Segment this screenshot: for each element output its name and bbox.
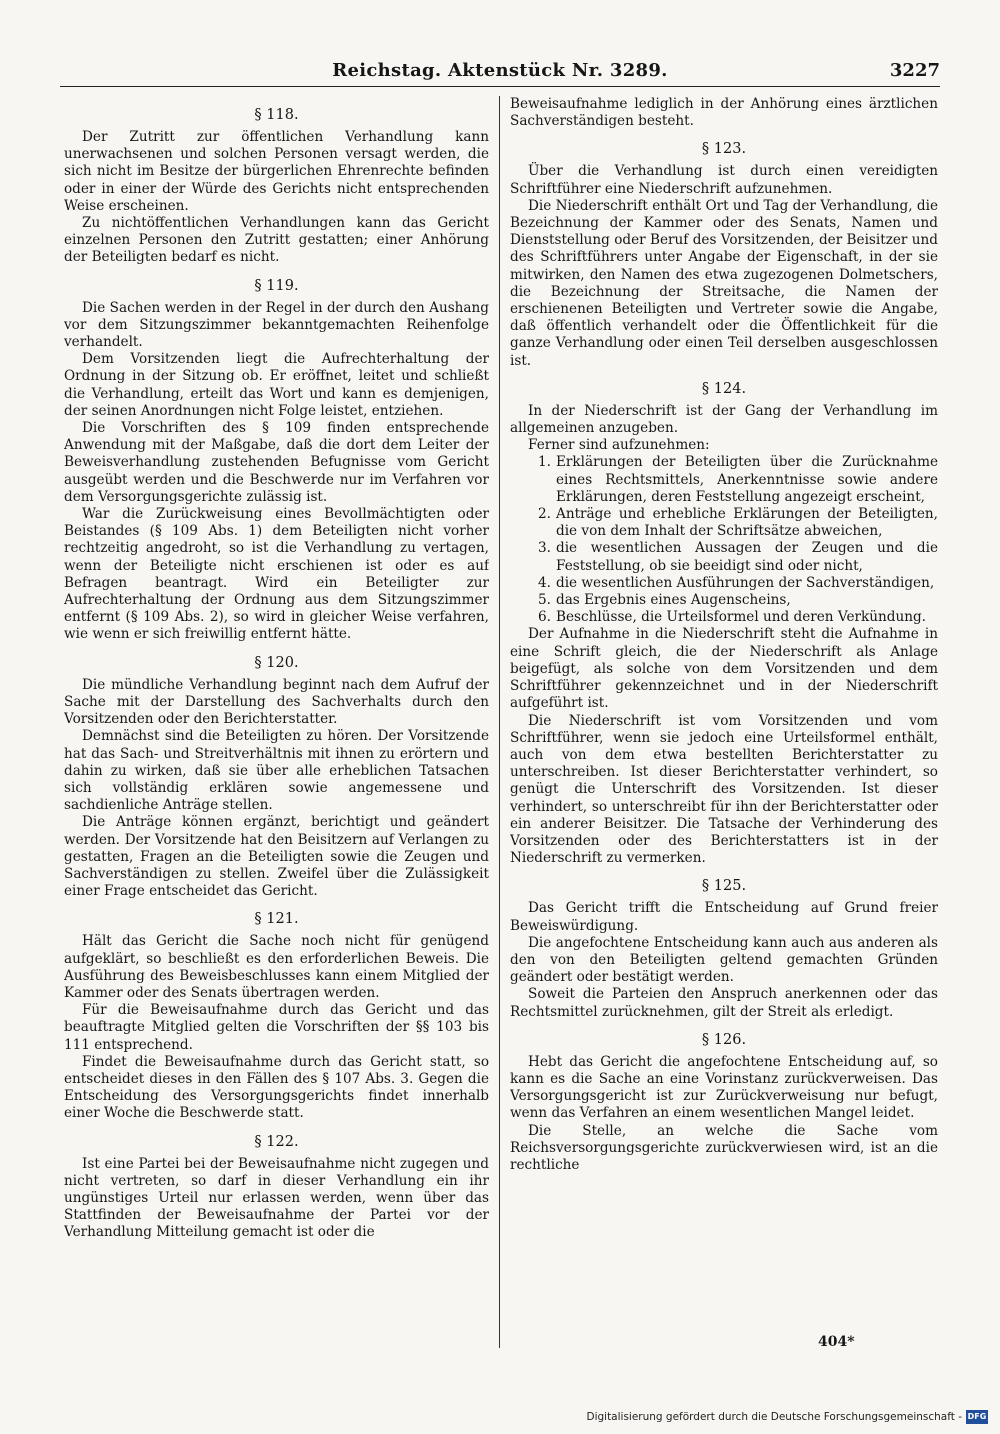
list-item bbox=[510, 540, 938, 574]
paragraph: Beweisaufnahme lediglich in der Anhörung eines ärztlichen Sachverständigen besteht. bbox=[510, 96, 938, 130]
paragraph: Hält das Gericht die Sache noch nicht für genügend aufgeklärt, so beschließt es den erforderlichen Beweis. Die Ausführung des Beweisbeschlusses kann einem Mitglied der Kammer oder des Senats übertragen werden. bbox=[64, 933, 489, 1001]
list-item-number: 1. bbox=[538, 454, 551, 471]
paragraph: Die mündliche Verhandlung beginnt nach dem Aufruf der Sache mit der Darstellung des Sachverhalts durch den Vorsitzenden oder den Berichterstatter. bbox=[64, 676, 489, 728]
list-item-number: 6. bbox=[538, 609, 551, 626]
enumerated-list bbox=[510, 454, 938, 626]
header-rule bbox=[60, 86, 940, 87]
paragraph: Die angefochtene Entscheidung kann auch aus anderen als den von den Beteiligten geltend gemachten Gründen geändert oder bestätigt werden. bbox=[510, 934, 938, 986]
paragraph: Demnächst sind die Beteiligten zu hören. Der Vorsitzende hat das Sach- und Streitverhältnis mit ihnen zu erörtern und dahin zu wirken, daß sie über alle erheblichen Tatsachen sich vollständig erklären sowie angemessene und sachdienliche Anträge stellen. bbox=[64, 728, 489, 814]
section-heading: § 124. bbox=[701, 380, 747, 397]
left-column bbox=[64, 96, 489, 1352]
list-item-text: das Ergebnis eines Augenscheins, bbox=[556, 592, 791, 609]
paragraph: Ferner sind aufzunehmen: bbox=[528, 437, 710, 454]
section-heading: § 123. bbox=[701, 141, 747, 158]
section-heading: § 118. bbox=[254, 107, 299, 123]
paragraph: Der Aufnahme in die Niederschrift steht die Aufnahme in eine Schrift gleich, die der Niederschrift als Anlage beigefügt, als solche von dem Vorsitzenden und dem Schriftführer gekennzeichnet und in der Niederschrift aufgeführt ist. bbox=[510, 626, 938, 712]
paragraph: Der Zutritt zur öffentlichen Verhandlung kann unerwachsenen und solchen Personen versagt werden, die sich nicht im Besitze der bürgerlichen Ehrenrechte befinden oder in einer der Würde des Gerichts nicht entsprechenden Weise erscheinen. bbox=[64, 129, 489, 214]
right-column bbox=[510, 96, 938, 1352]
list-item-number: 3. bbox=[538, 540, 551, 557]
paragraph: Hebt das Gericht die angefochtene Entscheidung auf, so kann es die Sache an eine Vorinstanz zurückverweisen. Das Versorgungsgericht ist zur Zurückverweisung nur befugt, wenn das Verfahren an einem wesentlichen Mangel leidet. bbox=[510, 1053, 938, 1122]
list-item-text: die wesentlichen Ausführungen der Sachverständigen, bbox=[556, 574, 935, 591]
list-item bbox=[510, 609, 938, 626]
paragraph: Die Sachen werden in der Regel in der durch den Aushang vor dem Sitzungszimmer bekanntgemachten Reihenfolge verhandelt. bbox=[64, 299, 489, 351]
list-item-number: 2. bbox=[538, 506, 551, 523]
paragraph: Dem Vorsitzenden liegt die Aufrechterhaltung der Ordnung in der Sitzung ob. Er eröffnet, leitet und schließt die Verhandlung, erteilt das Wort und kann es demjenigen, der seinen Anordnungen nicht Folge leistet, entziehen. bbox=[64, 351, 489, 419]
header-title: Reichstag. Aktenstück Nr. 3289. bbox=[332, 60, 668, 81]
column-divider bbox=[499, 96, 500, 1348]
list-item bbox=[510, 575, 938, 592]
paragraph: In der Niederschrift ist der Gang der Verhandlung im allgemeinen anzugeben. bbox=[510, 402, 938, 437]
paragraph: Findet die Beweisaufnahme durch das Gericht statt, so entscheidet dieses in den Fällen des § 107 Abs. 3. Gegen die Entscheidung des Versorgungsgerichts findet innerhalb einer Woche die Beschwerde statt. bbox=[64, 1053, 489, 1122]
list-item-text: Anträge und erhebliche Erklärungen der Beteiligten, die von dem Inhalt der Schriftsätze abweichen, bbox=[556, 506, 938, 540]
list-item-text: die wesentlichen Aussagen der Zeugen und die Feststellung, ob sie beeidigt sind oder nicht, bbox=[556, 540, 938, 574]
section-heading: § 119. bbox=[254, 277, 299, 294]
paragraph: War die Zurückweisung eines Bevollmächtigten oder Beistandes (§ 109 Abs. 1) dem Beteiligten nicht vorher rechtzeitig angedroht, so ist die Verhandlung zu vertagen, wenn der Beteiligte nicht erschienen ist oder es auf Befragen beantragt. Wird ein Beteiligter zur Aufrechterhaltung der Ordnung aus dem Sitzungszimmer entfernt (§ 109 Abs. 2), so wird in gleicher Weise verfahren, wie wenn er sich freiwillig entfernt hätte. bbox=[64, 506, 489, 643]
signature-mark: 404* bbox=[818, 1334, 855, 1350]
paragraph: Die Stelle, an welche die Sache vom Reichsversorgungsgerichte zurückverwiesen wird, ist an die rechtliche bbox=[510, 1122, 938, 1173]
paragraph: Das Gericht trifft die Entscheidung auf Grund freier Beweiswürdigung. bbox=[510, 900, 938, 934]
list-item-text: Beschlüsse, die Urteilsformel und deren Verkündung. bbox=[556, 609, 926, 626]
section-heading: § 126. bbox=[701, 1031, 747, 1048]
page-header bbox=[60, 58, 940, 88]
section-heading: § 122. bbox=[254, 1133, 299, 1150]
paragraph: Über die Verhandlung ist durch einen vereidigten Schriftführer eine Niederschrift aufzunehmen. bbox=[510, 163, 938, 197]
paragraph: Die Niederschrift enthält Ort und Tag der Verhandlung, die Bezeichnung der Kammer oder des Senats, Namen und Dienststellung oder Beruf des Vorsitzenden, der Beisitzer und des Schriftführers unter Angabe der Eigenschaft, in der sie mitwirken, den Namen des etwa zugezogenen Dolmetschers, die Bezeichnung der Streitsache, die Namen der erschienenen Beteiligten und Vertreter sowie die Angabe, daß öffentlich verhandelt oder die Öffentlichkeit für die ganze Verhandlung oder einen Teil derselben ausgeschlossen ist. bbox=[510, 197, 938, 369]
paragraph: Für die Beweisaufnahme durch das Gericht und das beauftragte Mitglied gelten die Vorschriften der §§ 103 bis 111 entsprechend. bbox=[64, 1002, 489, 1053]
section-heading: § 120. bbox=[254, 654, 299, 671]
paragraph: Soweit die Parteien den Anspruch anerkennen oder das Rechtsmittel zurücknehmen, gilt der Streit als erledigt. bbox=[510, 986, 938, 1020]
digitization-footer bbox=[586, 1410, 988, 1426]
list-item-number: 4. bbox=[538, 574, 551, 591]
page-number: 3227 bbox=[889, 60, 940, 81]
section-heading: § 121. bbox=[254, 911, 299, 928]
list-item bbox=[510, 506, 938, 540]
dfg-logo: DFG bbox=[966, 1410, 988, 1424]
paragraph: Die Anträge können ergänzt, berichtigt und geändert werden. Der Vorsitzende hat den Beisitzern auf Verlangen zu gestatten, Fragen an die Beteiligten sowie die Zeugen und Sachverständigen zu stellen. Zweifel über die Zulässigkeit einer Frage entscheidet das Gericht. bbox=[64, 814, 489, 900]
list-item-text: Erklärungen der Beteiligten über die Zurücknahme eines Rechtsmittels, Anerkenntnisse sowie andere Erklärungen, deren Feststellung angezeigt erscheint, bbox=[556, 454, 938, 505]
list-item bbox=[510, 592, 938, 609]
paragraph: Die Vorschriften des § 109 finden entsprechende Anwendung mit der Maßgabe, daß die dort dem Leiter der Beweisverhandlung zustehenden Befugnisse vom Gericht ausgeübt werden und die Beschwerde nur im Verfahren vor dem Versorgungsgerichte zulässig ist. bbox=[64, 420, 489, 505]
paragraph: Zu nichtöffentlichen Verhandlungen kann das Gericht einzelnen Personen den Zutritt gestatten; einer Anhörung der Beteiligten bedarf es nicht. bbox=[64, 215, 489, 266]
section-heading: § 125. bbox=[701, 878, 747, 895]
list-item-number: 5. bbox=[538, 592, 551, 609]
paragraph: Die Niederschrift ist vom Vorsitzenden und vom Schriftführer, wenn sie jedoch eine Urteilsformel enthält, auch von dem etwa bestellten Berichterstatter zu unterschreiben. Ist dieser Berichterstatter verhindert, so genügt die Unterschrift des Vorsitzenden. Ist dieser verhindert, so unterschreibt für ihn der Berichterstatter oder ein anderer Beisitzer. Die Tatsache der Verhinderung des Vorsitzenden oder des Berichterstatters ist in der Niederschrift zu vermerken. bbox=[510, 712, 938, 867]
list-item bbox=[510, 454, 938, 506]
digitization-note: Digitalisierung gefördert durch die Deutsche Forschungsgemeinschaft - bbox=[586, 1411, 962, 1423]
paragraph: Ist eine Partei bei der Beweisaufnahme nicht zugegen und nicht vertreten, so darf in dieser Verhandlung ein ihr ungünstiges Urteil nur erlassen werden, wenn über das Stattfinden der Beweisaufnahme der Partei vor der Verhandlung Mitteilung gemacht ist oder die bbox=[64, 1155, 489, 1241]
